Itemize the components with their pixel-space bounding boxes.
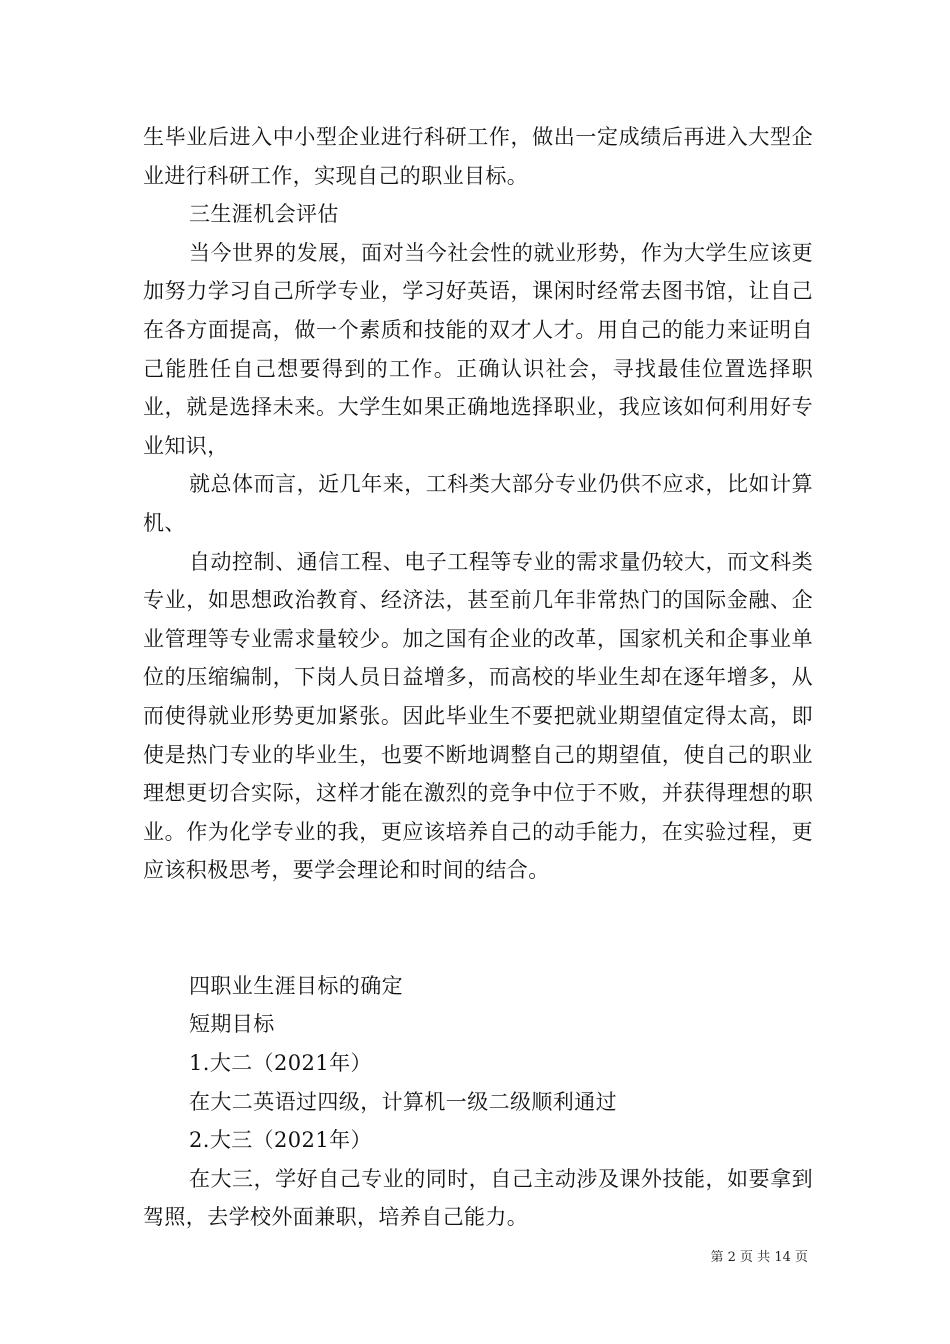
section-heading: 四职业生涯目标的确定 (189, 973, 403, 998)
page-number-footer: 第 2 页 共 14 页 (710, 1250, 808, 1265)
paragraph: 在大二英语过四级，计算机一级二级顺利通过 (189, 1089, 617, 1114)
paragraph: 就总体而言，近几年来，工科类大部分专业仍供不应求，比如计算机、 (143, 472, 813, 535)
blank-gap (143, 890, 813, 967)
list-item-label: 1.大二（2021年） (189, 1051, 372, 1076)
paragraph: 在大三，学好自己专业的同时，自己主动涉及课外技能，如要拿到驾照，去学校外面兼职，培养自己能力。 (143, 1166, 813, 1230)
list-item-label: 2.大三（2021年） (189, 1128, 372, 1153)
document-body (143, 118, 813, 1237)
paragraph: 当今世界的发展，面对当今社会性的就业形势，作为大学生应该更加努力学习自己所学专业，学习好英语，课闲时经常去图书馆，让自己在各方面提高，做一个素质和技能的双才人才。用自己的能力来证明自己能胜任自己想要得到的工作。正确认识社会，寻找最佳位置选择职业，就是选择未来。大学生如果正确地选择职业，我应该如何利用好专业知识， (143, 240, 813, 458)
paragraph: 生毕业后进入中小型企业进行科研工作，做出一定成绩后再进入大型企业进行科研工作，实现自己的职业目标。 (143, 125, 813, 188)
paragraph: 自动控制、通信工程、电子工程等专业的需求量仍较大，而文科类专业，如思想政治教育、经济法，甚至前几年非常热门的国际金融、企业管理等专业需求量较少。加之国有企业的改革，国家机关和企事业单位的压缩编制，下岗人员日益增多，而高校的毕业生却在逐年增多，从而使得就业形势更加紧张。因此毕业生不要把就业期望值定得太高，即使是热门专业的毕业生，也要不断地调整自己的期望值，使自己的职业理想更切合实际，这样才能在激烈的竞争中位于不败，并获得理想的职业。作为化学专业的我，更应该培养自己的动手能力，在实验过程，更应该积极思考，要学会理论和时间的结合。 (143, 549, 813, 883)
section-heading: 三生涯机会评估 (189, 202, 339, 227)
subsection-heading: 短期目标 (189, 1012, 275, 1037)
